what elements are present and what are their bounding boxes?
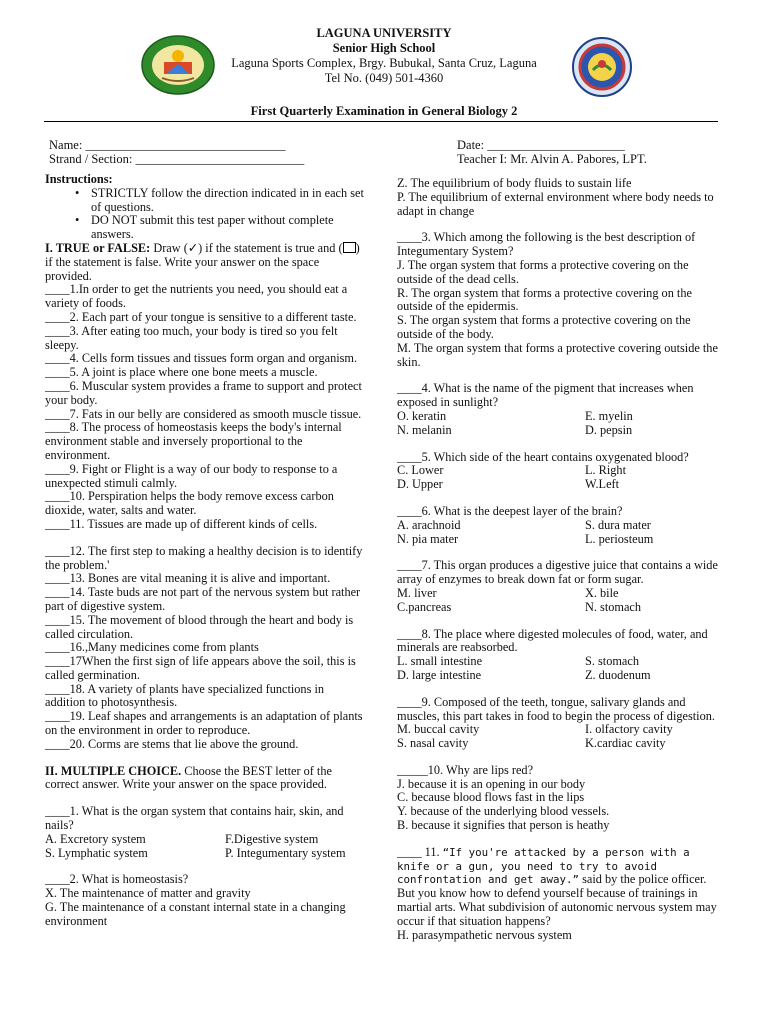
question-item[interactable]: ____7. This organ produces a digestive juice that contains a wide array of enzymes to break down fat or form sugar. [397, 558, 718, 587]
choice-row [397, 519, 725, 533]
choice-option: J. because it is an opening in our body [397, 776, 586, 791]
choice-option: S. stomach [585, 654, 639, 669]
question-item[interactable]: ____5. A joint is place where one bone meets a muscle. [45, 365, 318, 380]
question-item[interactable]: ____4. Cells form tissues and tissues form organ and organism. [45, 351, 358, 366]
choice-option: I. olfactory cavity [585, 722, 673, 737]
choice-option: A. arachnoid [397, 517, 461, 532]
choice-option: G. The maintenance of a constant internal state in a changing environment [45, 900, 346, 928]
choice-option: P. The equilibrium of external environment where body needs to adapt in change [397, 189, 714, 218]
school-telephone: Tel No. (049) 501-4360 [324, 71, 444, 85]
question-item[interactable]: ____15. The movement of blood through the heart and body is called circulation. [45, 612, 354, 641]
choice-option: B. because it signifies that person is heathy [397, 818, 610, 833]
choice-row [397, 587, 725, 601]
question-item[interactable]: ____8. The place where digested molecules of food, water, and minerals are reabsorbed. [397, 626, 708, 655]
box-icon [343, 242, 356, 253]
choice-option: J. The organ system that forms a protective covering on the outside of the dead cells. [397, 257, 689, 286]
question-item[interactable]: ____6. Muscular system provides a frame to support and protect your body. [45, 378, 362, 407]
question-item[interactable]: ____14. Taste buds are not part of the nervous system but rather part of digestive system. [45, 585, 361, 613]
instructions-list [45, 187, 365, 242]
multiple-choice-heading: II. MULTIPLE CHOICE. [45, 763, 182, 778]
question-item[interactable]: ____18. A variety of plants have specialized functions in addition to photosynthesis. [45, 681, 325, 710]
question-item[interactable]: ____12. The first step to making a healthy decision is to identify the problem.' [45, 543, 363, 572]
question-item[interactable]: ____16.,Many medicines come from plants [45, 640, 259, 655]
true-false-heading: I. TRUE or FALSE: [45, 240, 151, 255]
date-field[interactable]: Date: ______________________ [457, 138, 625, 152]
choice-option: N. melanin [397, 422, 452, 437]
instruction-item: • DO NOT submit this test paper without complete answers. [75, 214, 365, 242]
choice-option: O. keratin [397, 408, 447, 423]
choice-option: S. dura mater [585, 517, 651, 532]
question-item[interactable]: ____7. Fats in our belly are considered as smooth muscle tissue. [45, 406, 362, 421]
question-item[interactable]: ____ 11. “If you're attacked by a person with a knife or a gun, you need to try to avoid confrontation and get away.” said by the police officer. But you know how to defend yourself because of trainings in martial arts. What subdivision of autonomic nervous system may occur if that situation happens? [397, 844, 717, 928]
choice-option: Y. because of the underlying blood vessels. [397, 804, 610, 819]
header-divider [44, 121, 718, 122]
choice-option: C. because blood flows fast in the lips [397, 790, 585, 805]
choice-option: P. Integumentary system [225, 845, 346, 860]
question-item[interactable]: ____3. After eating too much, your body is tired so you felt sleepy. [45, 323, 338, 352]
police-quote: “If you're attacked by a person with a knife or a gun, you need to try to avoid confrontation and get away.” [397, 845, 690, 887]
choice-option: F.Digestive system [225, 831, 319, 846]
strand-section-field[interactable]: Strand / Section: ___________________________ [49, 152, 305, 166]
choice-row [397, 410, 725, 424]
right-column [397, 177, 725, 942]
choice-option: D. pepsin [585, 422, 633, 437]
choice-option: R. The organ system that forms a protective covering on the outside of the epidermis. [397, 285, 692, 314]
choice-row [397, 601, 725, 615]
choice-option: S. nasal cavity [397, 736, 469, 751]
choice-option: X. The maintenance of matter and gravity [45, 886, 251, 901]
question-item[interactable]: ____3. Which among the following is the best description of Integumentary System? [397, 230, 696, 259]
teacher-name: Teacher I: Mr. Alvin A. Pabores, LPT. [457, 152, 647, 166]
exam-title: First Quarterly Examination in General Biology 2 [250, 104, 518, 118]
choice-option: K.cardiac cavity [585, 736, 666, 751]
instructions-heading: Instructions: [45, 172, 113, 186]
school-name: Senior High School [332, 41, 436, 55]
choice-option: C. Lower [397, 463, 444, 478]
letterhead [0, 26, 768, 86]
question-item[interactable]: ____2. Each part of your tongue is sensitive to a different taste. [45, 309, 357, 324]
question-item[interactable]: ____1.In order to get the nutrients you need, you should eat a variety of foods. [45, 282, 348, 311]
choice-option: L. periosteum [585, 531, 654, 546]
choice-option: D. Upper [397, 477, 443, 492]
multiple-choice-directions: II. MULTIPLE CHOICE. Choose the BEST letter of the correct answer. Write your answer on the space provided. [45, 763, 332, 792]
choice-row [397, 723, 725, 737]
instruction-item: • STRICTLY follow the direction indicated in in each set of questions. [75, 187, 365, 215]
choice-option: C.pancreas [397, 599, 452, 614]
choice-option: D. large intestine [397, 667, 482, 682]
choice-option: M. buccal cavity [397, 722, 480, 737]
choice-option: S. The organ system that forms a protective covering on the outside of the body. [397, 313, 691, 341]
choice-option: M. The organ system that forms a protective covering outside the skin. [397, 340, 718, 369]
question-item[interactable]: ____19. Leaf shapes and arrangements is an adaptation of plants on the environment in order to reproduce. [45, 709, 363, 738]
question-item[interactable]: ____17When the first sign of life appears above the soil, this is called germination. [45, 654, 356, 682]
choice-option: Z. duodenum [585, 667, 651, 682]
choice-row [397, 464, 725, 478]
question-item[interactable]: ____11. Tissues are made up of different kinds of cells. [45, 516, 318, 531]
choice-row [45, 847, 365, 861]
choice-option: Z. The equilibrium of body fluids to sustain life [397, 176, 632, 190]
question-item[interactable]: ____10. Perspiration helps the body remove excess carbon dioxide, water, salts and water. [45, 489, 334, 518]
true-false-directions: I. TRUE or FALSE: Draw (✓) if the statement is true and ( ) if the statement is false. Write your answer on the space provided. [45, 240, 360, 283]
question-item[interactable]: ____4. What is the name of the pigment that increases when exposed in sunlight? [397, 381, 694, 410]
question-item[interactable]: ____8. The process of homeostasis keeps the body's internal environment stable and inversely proportional to the environment. [45, 420, 342, 462]
name-field[interactable]: Name: ________________________________ [49, 138, 286, 152]
choice-option: L. small intestine [397, 654, 483, 669]
choice-row [397, 424, 725, 438]
question-item[interactable]: _____10. Why are lips red? [397, 762, 534, 777]
choice-row [397, 655, 725, 669]
choice-row [397, 669, 725, 683]
question-item[interactable]: ____1. What is the organ system that contains hair, skin, and nails? [45, 804, 344, 833]
choice-option: E. myelin [585, 408, 633, 423]
school-address: Laguna Sports Complex, Brgy. Bubukal, Santa Cruz, Laguna [231, 56, 537, 70]
choice-row [397, 737, 725, 751]
choice-row [397, 533, 725, 547]
question-item[interactable]: ____5. Which side of the heart contains oxygenated blood? [397, 449, 689, 464]
question-item[interactable]: ____20. Corms are stems that lie above the ground. [45, 736, 299, 751]
choice-option: X. bile [585, 585, 619, 600]
question-item[interactable]: ____9. Fight or Flight is a way of our body to response to a unexpected stimuli calmly. [45, 461, 338, 490]
choice-option: N. stomach [585, 599, 642, 614]
choice-option: N. pia mater [397, 531, 459, 546]
checkmark-icon: ✓ [187, 240, 199, 255]
choice-option: S. Lymphatic system [45, 845, 148, 860]
question-item[interactable]: ____6. What is the deepest layer of the brain? [397, 503, 623, 518]
question-item[interactable]: ____2. What is homeostasis? [45, 872, 189, 887]
question-item[interactable]: ____9. Composed of the teeth, tongue, salivary glands and muscles, this part takes in food to begin the process of digestion. [397, 694, 715, 723]
choice-option: H. parasympathetic nervous system [397, 927, 572, 942]
choice-row [45, 833, 365, 847]
left-column [45, 173, 365, 929]
university-name: LAGUNA UNIVERSITY [316, 26, 452, 40]
question-item[interactable]: ____13. Bones are vital meaning it is alive and important. [45, 571, 331, 586]
choice-option: L. Right [585, 463, 626, 478]
choice-option: W.Left [585, 477, 620, 492]
choice-row [397, 478, 725, 492]
choice-option: A. Excretory system [45, 831, 146, 846]
choice-option: M. liver [397, 585, 437, 600]
